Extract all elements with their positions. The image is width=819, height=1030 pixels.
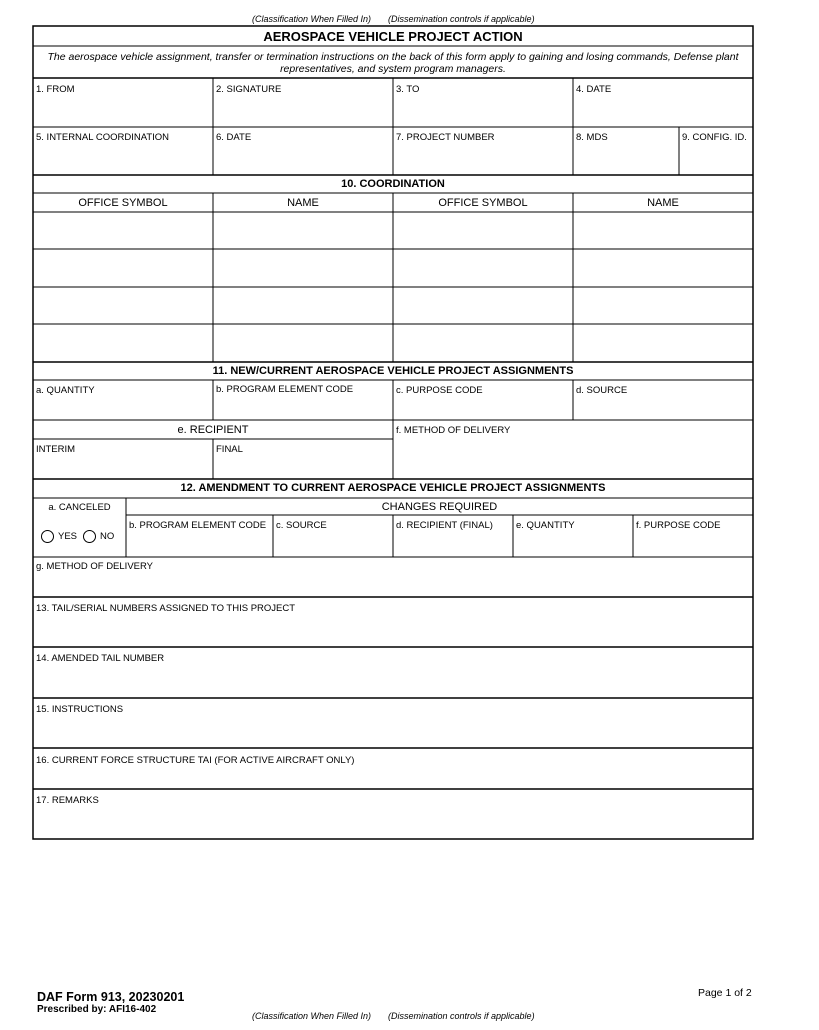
instructions-label: 15. INSTRUCTIONS [36,704,124,715]
s12-changes-required-label: CHANGES REQUIRED [381,501,498,513]
signature-label: 2. SIGNATURE [216,84,282,95]
tail-serial-label: 13. TAIL/SERIAL NUMBERS ASSIGNED TO THIS PROJECT [36,603,296,614]
s12-canceled-no-radio[interactable] [83,530,96,543]
classification-top-right: (Dissemination controls if applicable) [388,14,535,24]
s12-recipient-final-field[interactable] [394,532,512,556]
section12-heading: 12. AMENDMENT TO CURRENT AEROSPACE VEHICLE PROJECT ASSIGNMENTS [180,482,606,494]
s12-program-element-code-label: b. PROGRAM ELEMENT CODE [129,520,267,531]
s11-interim-label: INTERIM [36,444,76,455]
s11-final-field[interactable] [214,455,392,478]
date-field[interactable] [574,96,752,126]
amended-tail-label: 14. AMENDED TAIL NUMBER [36,653,165,664]
s12-yes-label: YES [58,531,78,542]
s11-source-label: d. SOURCE [576,385,628,396]
s12-canceled-label: a. CANCELED [48,502,111,513]
amended-tail-field[interactable] [34,665,752,697]
s11-final-label: FINAL [216,444,243,455]
force-structure-label: 16. CURRENT FORCE STRUCTURE TAI (FOR ACTIVE AIRCRAFT ONLY) [36,755,355,766]
config-id-field[interactable] [680,144,752,174]
form-id: DAF Form 913, 20230201 [37,990,185,1004]
s12-source-label: c. SOURCE [276,520,327,531]
form-intro: The aerospace vehicle assignment, transfer or termination instructions on the back of this form apply to gaining and losing commands, Defense plant representatives, and system program managers. [47,51,739,75]
remarks-field[interactable] [34,807,752,838]
s12-quantity-label: e. QUANTITY [516,520,575,531]
instructions-field[interactable] [34,716,752,747]
classification-top-left: (Classification When Filled In) [252,14,372,24]
s11-recipient-label: e. RECIPIENT [177,424,249,436]
section11-heading: 11. NEW/CURRENT AEROSPACE VEHICLE PROJECT ASSIGNMENTS [212,365,574,377]
date-6-label: 6. DATE [216,132,252,143]
internal-coordination-field[interactable] [34,144,212,174]
form-title: AEROSPACE VEHICLE PROJECT ACTION [263,29,523,44]
classification-bottom-left: (Classification When Filled In) [252,1011,372,1021]
s11-interim-field[interactable] [34,455,212,478]
mds-field[interactable] [574,144,678,174]
s12-quantity-field[interactable] [514,532,632,556]
page-number: Page 1 of 2 [698,987,752,999]
s11-purpose-code-label: c. PURPOSE CODE [396,385,483,396]
s12-purpose-code-label: f. PURPOSE CODE [636,520,721,531]
date-label: 4. DATE [576,84,612,95]
s12-method-of-delivery-label: g. METHOD OF DELIVERY [36,561,154,572]
tail-serial-field[interactable] [34,615,752,646]
s11-quantity-field[interactable] [34,396,212,419]
mds-label: 8. MDS [576,132,608,143]
s12-recipient-final-label: d. RECIPIENT (FINAL) [396,520,493,531]
s12-program-element-code-field[interactable] [127,532,272,556]
classification-bottom-right: (Dissemination controls if applicable) [388,1011,535,1021]
coordination-col-office-symbol-2: OFFICE SYMBOL [438,197,528,209]
s11-purpose-code-field[interactable] [394,396,572,419]
force-structure-field[interactable] [34,767,752,788]
coordination-table-cells[interactable] [34,213,752,361]
prescribed-by: Prescribed by: AFI16-402 [37,1004,157,1015]
s11-program-element-code-field[interactable] [214,396,392,419]
s11-quantity-label: a. QUANTITY [36,385,95,396]
s11-method-of-delivery-label: f. METHOD OF DELIVERY [396,425,511,436]
internal-coordination-label: 5. INTERNAL COORDINATION [36,132,170,143]
signature-field[interactable] [214,96,392,126]
to-label: 3. TO [396,84,420,95]
s12-source-field[interactable] [274,532,392,556]
s12-purpose-code-field[interactable] [634,532,752,556]
coordination-col-name-1: NAME [287,197,319,209]
s12-no-label: NO [100,531,115,542]
to-field[interactable] [394,96,572,126]
s12-canceled-yes-radio[interactable] [41,530,54,543]
from-field[interactable] [34,96,212,126]
s11-method-of-delivery-field[interactable] [394,437,752,478]
coordination-col-name-2: NAME [647,197,679,209]
from-label: 1. FROM [36,84,75,95]
project-number-field[interactable] [394,144,572,174]
date-6-field[interactable] [214,144,392,174]
coordination-col-office-symbol-1: OFFICE SYMBOL [78,197,168,209]
s11-source-field[interactable] [574,396,752,419]
config-id-label: 9. CONFIG. ID. [682,132,747,143]
coordination-heading: 10. COORDINATION [341,178,445,190]
s11-program-element-code-label: b. PROGRAM ELEMENT CODE [216,384,354,395]
remarks-label: 17. REMARKS [36,795,99,806]
s12-method-of-delivery-field[interactable] [34,573,752,596]
project-number-label: 7. PROJECT NUMBER [396,132,495,143]
